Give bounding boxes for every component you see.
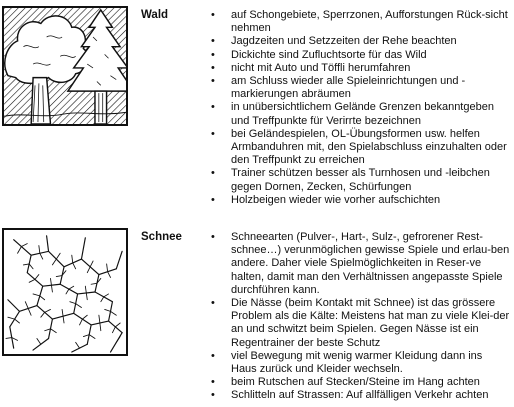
section-heading: Schnee xyxy=(141,231,182,243)
bullet-icon: • xyxy=(211,389,215,402)
list-item: • Schneearten (Pulver-, Hart-, Sulz-, gefrorener Rest-schnee…) verunmöglichen gewisse Spiele und erlau-ben andere. Daher viele Spielmöglichkeiten in Reser-ve halten, damit man den Verhältnissen angepasste Spiele durchführen kann. xyxy=(211,231,510,296)
bullet-icon: • xyxy=(211,61,215,74)
bullet-icon: • xyxy=(211,48,215,61)
bullet-icon: • xyxy=(211,349,215,362)
list-item: • Dickichte sind Zufluchtsorte für das Wild xyxy=(211,48,427,61)
bullet-icon: • xyxy=(211,297,215,310)
bullet-icon: • xyxy=(211,75,215,88)
list-item: • beim Rutschen auf Stecken/Steine im Hang achten xyxy=(211,376,480,389)
list-item: • viel Bewegung mit wenig warmer Kleidung dann ins Haus zurück und Kleider wechseln. xyxy=(211,349,483,376)
list-item: • Schlitteln auf Strassen: Auf allfälligen Verkehr achten xyxy=(211,389,489,402)
snow-crystal-illustration xyxy=(2,228,128,356)
list-item: • am Schluss wieder alle Spieleinrichtungen und -markierungen abräumen xyxy=(211,75,466,101)
forest-illustration xyxy=(2,6,128,126)
list-item: • nicht mit Auto und Töffli herumfahren xyxy=(211,61,411,74)
bullet-list xyxy=(211,231,511,403)
bullet-icon: • xyxy=(211,101,215,114)
bullet-icon: • xyxy=(211,127,215,140)
section-heading: Wald xyxy=(141,9,169,21)
bullet-icon: • xyxy=(211,9,215,21)
bullet-list xyxy=(211,9,511,207)
list-item: • Die Nässe (beim Kontakt mit Schnee) ist das grössere Problem als die Kälte: Meistens hat man zu viele Klei-der an und schwitzt beim Spielen. Gegen Nässe ist ein Regentrainer der beste Schutz xyxy=(211,297,510,349)
bullet-icon: • xyxy=(211,376,215,389)
bullet-icon: • xyxy=(211,167,215,180)
list-item: • Trainer schützen besser als Turnhosen und -leibchen gegen Dornen, Zecken, Schürfungen xyxy=(211,167,490,193)
list-item: • Jagdzeiten und Setzzeiten der Rehe beachten xyxy=(211,35,457,48)
bullet-icon: • xyxy=(211,35,215,48)
list-item: • bei Geländespielen, OL-Übungsformen usw. helfen Armbanduhren mit, den Spielabschluss einzuhalten oder den Treffpunkt zu erreichen xyxy=(211,127,507,167)
list-item: • Holzbeigen wieder wie vorher aufschichten xyxy=(211,193,441,206)
bullet-icon: • xyxy=(211,193,215,206)
list-item: • in unübersichtlichem Gelände Grenzen bekanntgeben und Treffpunkte für Verirrte bezeichnen xyxy=(211,101,494,127)
bullet-icon: • xyxy=(211,231,215,243)
list-item: • auf Schongebiete, Sperrzonen, Aufforstungen Rück-sicht nehmen xyxy=(211,9,508,35)
